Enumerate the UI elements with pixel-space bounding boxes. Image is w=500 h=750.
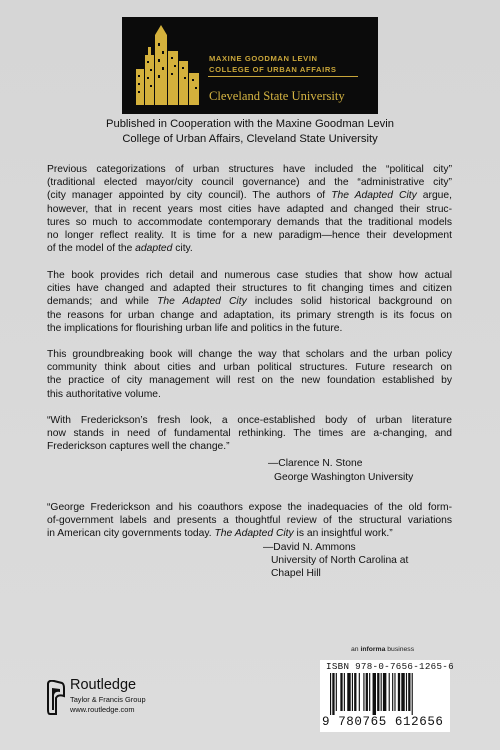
text-span: city. (172, 243, 193, 255)
text-line: the implications for flourishing urban life and politics in the future. (47, 322, 343, 334)
informa-brand: informa (360, 646, 386, 653)
barcode-bar (394, 673, 395, 711)
text-line: This groundbreaking book will change the way that scholars and the urban policy (47, 349, 452, 360)
publisher-note-line1: Published in Cooperation with the Maxine Goodman Levin (106, 118, 394, 130)
review-quote-1 (47, 414, 452, 454)
text-line (47, 242, 452, 255)
informa-business-tag (351, 646, 414, 653)
barcode-bar (377, 673, 379, 711)
isbn-digits: 9 780765 612656 (322, 715, 444, 729)
text-span: an (351, 646, 361, 653)
text-span: demands; and while (47, 296, 158, 308)
barcode-bar (412, 673, 413, 715)
text-span: is an insightful work.” (293, 528, 393, 540)
text-line: Frederickson captures well the change.” (47, 441, 230, 453)
quote2-affiliation-line1: University of North Carolina at (271, 555, 409, 566)
text-line: cities have changed and adapted their structures to fit changing times and citizen (47, 283, 452, 295)
publisher-website: www.routledge.com (70, 705, 135, 714)
logo-college-name-line1: MAXINE GOODMAN LEVIN (209, 54, 318, 63)
barcode-bar (359, 673, 360, 711)
barcode-bar (389, 673, 390, 711)
college-logo (122, 17, 378, 114)
text-line: Previous categorizations of urban structures have included the “political city” (47, 164, 452, 175)
book-title: The Adapted City (214, 528, 294, 540)
text-line: The book provides rich detail and numerous case studies that show how actual (47, 270, 452, 281)
text-span: of the model of the (47, 243, 136, 255)
book-title: The Adapted City (331, 190, 417, 202)
barcode-bar (369, 673, 370, 711)
text-line (47, 295, 452, 308)
description-paragraph-1 (47, 163, 452, 255)
quote1-affiliation: George Washington University (274, 472, 414, 483)
barcode-bar (363, 673, 364, 711)
text-line: the reasons for urban change and adaptation, its primary strength is its focus on (47, 309, 452, 321)
barcode-bar (354, 673, 356, 711)
text-line: tures so much to accommodate contemporary demands that the traditional models (47, 216, 452, 228)
text-line: “George Frederickson and his coauthors expose the inadequacies of the old form- (47, 502, 452, 513)
barcode-bar (381, 673, 382, 711)
text-line: however, that in recent years most cities have adapted and changed their struc- (47, 203, 452, 215)
text-line: no longer reflect reality. It is time for a new paradigm—hence their development (47, 230, 452, 242)
barcode-icon (330, 673, 444, 715)
barcode-bar (352, 673, 353, 711)
barcode-bar (401, 673, 404, 711)
review-quote-2 (47, 501, 452, 541)
logo-divider (208, 76, 358, 77)
barcode-bar (398, 673, 400, 711)
barcode-bar (332, 673, 334, 715)
quote2-affiliation-line2: Chapel Hill (271, 568, 321, 579)
text-span: argue, (416, 190, 452, 202)
quote1-author: —Clarence N. Stone (268, 458, 363, 469)
isbn-text: ISBN 978-0-7656-1265-6 (326, 661, 454, 672)
barcode-bar (406, 673, 407, 711)
barcode-bar (392, 673, 393, 711)
barcode-bar (373, 673, 376, 715)
text-line: now stands in need of fundamental rethinking. The times are a-changing, and (47, 428, 452, 440)
text-span: (city manager appointed by city council). The authors of (47, 190, 326, 202)
text-line (47, 189, 452, 202)
publisher-note-line2: College of Urban Affairs, Cleveland State University (122, 133, 378, 145)
description-paragraph-3 (47, 348, 452, 401)
routledge-logo-icon (46, 680, 66, 716)
text-line: this authoritative volume. (47, 388, 161, 400)
text-line: of-government labels and presents a thoughtful review of the structural variations (47, 515, 452, 527)
barcode-bar (347, 673, 350, 711)
barcode-bar (336, 673, 337, 711)
city-skyline-icon (134, 25, 202, 105)
description-paragraph-2 (47, 269, 452, 335)
publisher-group: Taylor & Francis Group (70, 695, 146, 704)
text-span: in American city governments today. (47, 528, 215, 540)
text-line (47, 527, 452, 540)
barcode-bar (366, 673, 368, 711)
text-span: business (385, 646, 415, 653)
text-line: (traditional elected mayor/city council governance) and the “administrative city” (47, 177, 452, 189)
book-title: The Adapted City (157, 296, 247, 308)
barcode-bar (344, 673, 345, 711)
barcode-bar (383, 673, 386, 711)
logo-university-name: Cleveland State University (209, 89, 345, 103)
barcode-bar (340, 673, 342, 711)
quote2-author: —David N. Ammons (263, 542, 356, 553)
barcode-bar (408, 673, 410, 711)
isbn-barcode (320, 660, 454, 732)
barcode-bar (330, 673, 331, 715)
text-line: community think about cities and urban political structures. Future research on (47, 362, 452, 374)
publisher-name: Routledge (70, 677, 137, 693)
text-span: includes solid historical background on (246, 296, 452, 308)
text-line: “With Frederickson’s fresh look, a once-established body of urban literature (47, 415, 452, 426)
text-line: the practice of city management will rest on the new foundation established by (47, 375, 452, 387)
logo-college-name-line2: COLLEGE OF URBAN AFFAIRS (209, 65, 337, 74)
emphasis: adapted (135, 243, 173, 255)
